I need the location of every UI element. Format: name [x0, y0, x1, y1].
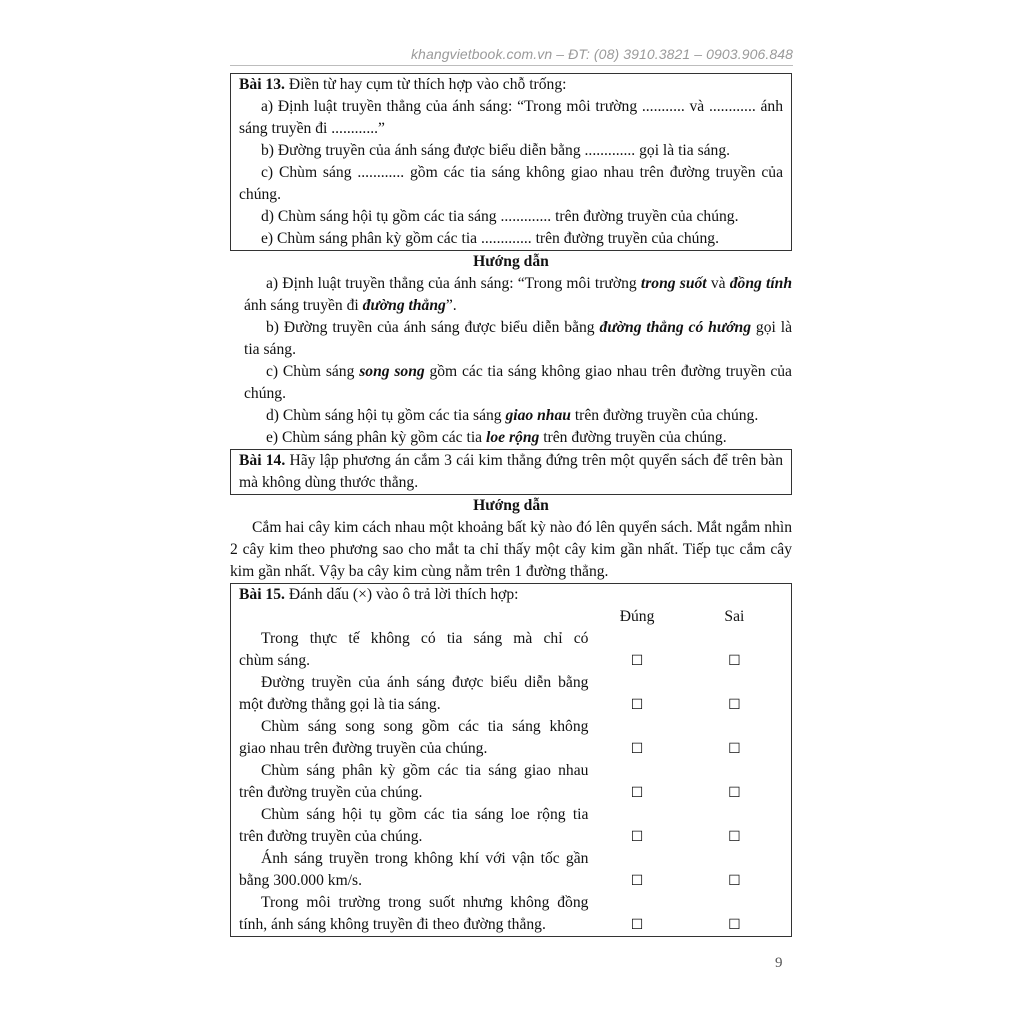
statement-line-2: giao nhau trên đường truyền của chúng.: [239, 740, 488, 757]
checkbox-false[interactable]: ☐: [728, 653, 741, 669]
statement-line-2: trên đường truyền của chúng.: [239, 828, 423, 845]
statement-row: [239, 760, 783, 804]
checkbox-true[interactable]: ☐: [630, 785, 644, 801]
statement-text: [239, 848, 588, 892]
checkbox-false[interactable]: ☐: [728, 697, 741, 713]
statement-line-2: tính, ánh sáng không truyền đi theo đường thẳng.: [239, 916, 546, 933]
exercise-13-b: b) Đường truyền của ánh sáng được biểu diễn bằng ............. gọi là tia sáng.: [261, 142, 731, 159]
exercise-15-label: Bài 15.: [239, 586, 285, 603]
exercise-15-prompt: [239, 584, 783, 606]
page-number: 9: [775, 955, 783, 971]
checkbox-false[interactable]: ☐: [728, 829, 741, 845]
statement-line-2: chùm sáng.: [239, 652, 311, 669]
exercise-13-c: c) Chùm sáng ............ gồm các tia sáng không giao nhau trên đường truyền của chúng.: [239, 164, 783, 203]
statement-text: [239, 892, 588, 936]
header-rule: [230, 65, 793, 66]
statement-text: [239, 716, 588, 760]
statement-line-1: Chùm sáng phân kỳ gồm các tia sáng giao nhau: [261, 762, 589, 779]
statement-text: [239, 672, 588, 716]
guide-13-d: d) Chùm sáng hội tụ gồm các tia sáng giao nhau trên đường truyền của chúng.: [266, 407, 759, 424]
statement-line-1: Đường truyền của ánh sáng được biểu diễn bằng: [261, 674, 589, 691]
exercise-13-a: a) Định luật truyền thẳng của ánh sáng: “Trong môi trường ........... và ............ ánh sáng truyền đi ............”: [239, 98, 783, 137]
checkbox-true[interactable]: ☐: [630, 697, 644, 713]
statement-row: [239, 892, 783, 936]
exercise-13-box: [230, 73, 792, 251]
statement-row: [239, 848, 783, 892]
statement-row: [239, 628, 783, 672]
statement-row: [239, 804, 783, 848]
column-true-header: Đúng: [619, 608, 655, 625]
guide-14-title: Hướng dẫn: [473, 497, 549, 514]
page-content: [230, 73, 792, 937]
guide-14: [230, 517, 792, 583]
exercise-13-text: Điền từ hay cụm từ thích hợp vào chỗ trống:: [288, 76, 567, 93]
checkbox-true[interactable]: ☐: [630, 917, 644, 933]
statement-line-2: một đường thẳng gọi là tia sáng.: [239, 696, 441, 713]
statement-text: [239, 628, 588, 672]
exercise-13-e: e) Chùm sáng phân kỳ gồm các tia ............. trên đường truyền của chúng.: [261, 230, 719, 247]
guide-13-e: e) Chùm sáng phân kỳ gồm các tia loe rộng trên đường truyền của chúng.: [266, 429, 727, 446]
statement-text: [239, 760, 588, 804]
guide-13-a: a) Định luật truyền thẳng của ánh sáng: “Trong môi trường trong suốt và đồng tính ánh sáng truyền đi đường thẳng”.: [244, 275, 792, 314]
statement-line-1: Chùm sáng song song gồm các tia sáng không: [261, 718, 589, 735]
statement-line-1: Trong thực tế không có tia sáng mà chỉ có: [261, 630, 589, 647]
exercise-13-label: Bài 13.: [239, 76, 285, 93]
checkbox-false[interactable]: ☐: [728, 785, 741, 801]
statement-line-2: bằng 300.000 km/s.: [239, 872, 363, 889]
statement-row: [239, 716, 783, 760]
exercise-14-text: Hãy lập phương án cắm 3 cái kim thẳng đứng trên một quyển sách để trên bàn mà không dùng thước thẳng.: [239, 452, 784, 491]
exercise-14-prompt: [239, 450, 783, 494]
checkbox-false[interactable]: ☐: [728, 873, 741, 889]
page-header: khangvietbook.com.vn – ĐT: (08) 3910.3821 – 0903.906.848: [410, 46, 793, 62]
checkbox-true[interactable]: ☐: [630, 741, 644, 757]
checkbox-false[interactable]: ☐: [728, 917, 741, 933]
exercise-15-box: [230, 583, 792, 937]
statement-text: [239, 804, 588, 848]
statement-line-1: Chùm sáng hội tụ gồm các tia sáng loe rộng tia: [261, 806, 589, 823]
guide-13-title: Hướng dẫn: [473, 253, 549, 270]
guide-13-c: c) Chùm sáng song song gồm các tia sáng không giao nhau trên đường truyền của chúng.: [244, 363, 792, 402]
checkbox-true[interactable]: ☐: [630, 829, 644, 845]
guide-13-b: b) Đường truyền của ánh sáng được biểu diễn bằng đường thẳng có hướng gọi là tia sáng.: [244, 319, 793, 358]
exercise-13-prompt: [239, 74, 783, 96]
exercise-14-label: Bài 14.: [239, 452, 286, 469]
statement-row: [239, 672, 783, 716]
exercise-15-text: Đánh dấu (×) vào ô trả lời thích hợp:: [288, 586, 519, 603]
checkbox-true[interactable]: ☐: [630, 653, 644, 669]
exercise-13-d: d) Chùm sáng hội tụ gồm các tia sáng ............. trên đường truyền của chúng.: [261, 208, 739, 225]
guide-13: [230, 273, 792, 449]
statement-line-1: Trong môi trường trong suốt nhưng không đồng: [261, 894, 589, 911]
column-false-header: Sai: [724, 608, 745, 625]
checkbox-false[interactable]: ☐: [728, 741, 741, 757]
exercise-14-box: [230, 449, 792, 495]
statement-line-1: Ánh sáng truyền trong không khí với vận tốc gần: [261, 850, 589, 867]
statement-list: [239, 628, 783, 936]
answer-column-headers: [239, 606, 783, 628]
statement-line-2: trên đường truyền của chúng.: [239, 784, 423, 801]
checkbox-true[interactable]: ☐: [630, 873, 644, 889]
guide-14-text: Cắm hai cây kim cách nhau một khoảng bất kỳ nào đó lên quyển sách. Mắt ngắm nhìn 2 cây kim theo phương sao cho mắt ta chỉ thấy một cây kim gần nhất. Tiếp tục cắm cây kim gần nhất. Vậy ba cây kim cùng nằm trên 1 đường thẳng.: [230, 519, 792, 580]
